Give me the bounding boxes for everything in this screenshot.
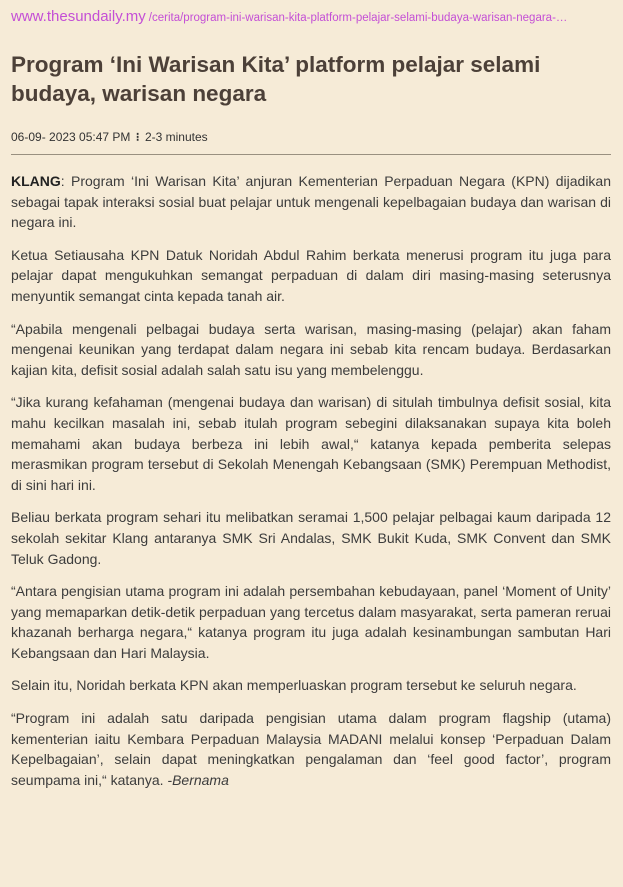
article-date: 06-09- 2023 05:47 PM xyxy=(11,130,131,144)
paragraph-5: Beliau berkata program sehari itu melibatkan seramai 1,500 pelajar pelbagai kaum daripada 12 sekolah sekitar Klang antaranya SMK Sri Andalas, SMK Bukit Kuda, SMK Convent dan SMK Teluk Gadong. xyxy=(11,509,611,567)
source-path-link[interactable]: /cerita/program-ini-warisan-kita-platform-pelajar-selami-budaya-warisan-negara-… xyxy=(148,12,568,24)
source-domain-link[interactable]: www.thesundaily.my xyxy=(11,8,146,25)
dateline: KLANG xyxy=(11,173,61,189)
paragraph-7: Selain itu, Noridah berkata KPN akan memperluaskan program tersebut ke seluruh negara. xyxy=(11,677,577,694)
meta-separator: ⁝ xyxy=(135,130,140,144)
article-title: Program ‘Ini Warisan Kita’ platform pelajar selami budaya, warisan negara xyxy=(11,52,541,106)
article-meta xyxy=(11,129,611,155)
paragraph-3: “Apabila mengenali pelbagai budaya serta warisan, masing-masing (pelajar) akan faham mengenai keunikan yang terdapat dalam negara ini sebab kita rencam budaya. Berdasarkan kajian kita, defisit sosial adalah salah satu isu yang membelenggu. xyxy=(11,320,611,378)
news-agency-credit: -Bernama xyxy=(167,771,229,788)
paragraph-1 xyxy=(11,171,611,233)
source-url[interactable] xyxy=(11,7,611,27)
paragraph-8-text: “Program ini adalah satu daripada pengisian utama dalam program flagship (utama) kementerian iaitu Kembara Perpaduan Malaysia MADANI melalui konsep ‘Perpaduan Dalam Kepelbagaian’, selain dapat meningkatkan pengalaman dan ‘feel good factor’, program seumpama ini,“ katanya. xyxy=(11,710,611,788)
article-read-time: 2-3 minutes xyxy=(144,130,208,144)
paragraph-8 xyxy=(11,708,611,790)
article-body xyxy=(11,171,611,790)
paragraph-6: “Antara pengisian utama program ini adalah persembahan kebudayaan, panel ‘Moment of Unity’ yang memaparkan detik-detik perpaduan yang tercetus dalam masyarakat, serta pameran reruai khazanah berharga negara,“ katanya program itu juga adalah kesinambungan sambutan Hari Kebangsaan dan Hari Malaysia. xyxy=(11,583,611,661)
paragraph-1-text: : Program ‘Ini Warisan Kita’ anjuran Kementerian Perpaduan Negara (KPN) dijadikan sebagai tapak interaksi sosial buat pelajar untuk mengenali kepelbagaian budaya dan warisan di negara ini. xyxy=(11,173,611,231)
paragraph-4: “Jika kurang kefahaman (mengenai budaya dan warisan) di situlah timbulnya defisit sosial, kita mahu kecilkan masalah ini, sebab itulah program sebegini dilaksanakan supaya kita boleh memahami akan budaya berbeza ini lebih awal,“ katanya kepada pemberita selepas merasmikan program tersebut di Sekolah Menengah Kebangsaan (SMK) Perempuan Methodist, di sini hari ini. xyxy=(11,394,611,493)
paragraph-2: Ketua Setiausaha KPN Datuk Noridah Abdul Rahim berkata menerusi program itu juga para pelajar dapat mengukuhkan semangat perpaduan di dalam diri masing-masing seterusnya menyuntik semangat cinta kepada tanah air. xyxy=(11,246,611,304)
